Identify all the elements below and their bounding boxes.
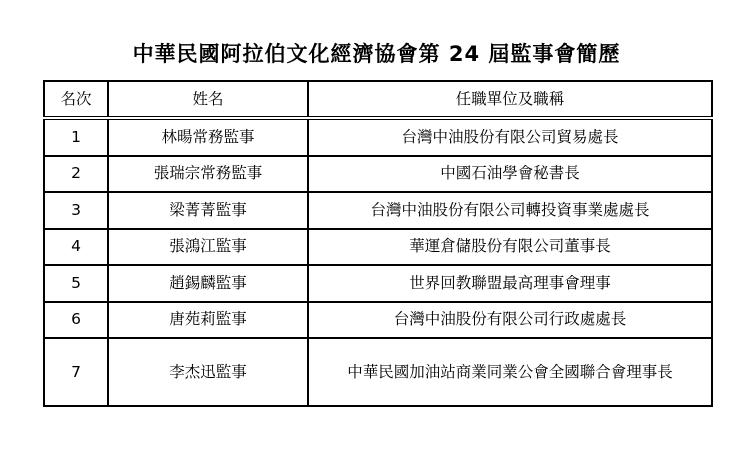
cell-name: 林暘常務監事 xyxy=(108,118,308,156)
cell-rank: 6 xyxy=(44,302,108,339)
cell-name: 唐苑莉監事 xyxy=(108,302,308,339)
header-rank: 名次 xyxy=(44,81,108,118)
table-row xyxy=(44,156,712,193)
cell-name: 張鴻江監事 xyxy=(108,229,308,266)
table-row xyxy=(44,118,712,156)
cell-position: 台灣中油股份有限公司貿易處長 xyxy=(308,118,712,156)
table-row xyxy=(44,229,712,266)
cell-position: 台灣中油股份有限公司行政處處長 xyxy=(308,302,712,339)
cell-position: 台灣中油股份有限公司轉投資事業處處長 xyxy=(308,192,712,229)
cell-rank: 3 xyxy=(44,192,108,229)
cell-position: 中國石油學會秘書長 xyxy=(308,156,712,193)
cell-position: 中華民國加油站商業同業公會全國聯合會理事長 xyxy=(308,338,712,406)
cell-rank: 2 xyxy=(44,156,108,193)
table-row xyxy=(44,338,712,406)
cell-rank: 4 xyxy=(44,229,108,266)
cell-name: 張瑞宗常務監事 xyxy=(108,156,308,193)
header-position: 任職單位及職稱 xyxy=(308,81,712,118)
table-row xyxy=(44,192,712,229)
cell-name: 梁菁菁監事 xyxy=(108,192,308,229)
cell-rank: 5 xyxy=(44,265,108,302)
cell-name: 李杰迅監事 xyxy=(108,338,308,406)
table-header-row xyxy=(44,81,712,118)
cell-name: 趙錫麟監事 xyxy=(108,265,308,302)
page-title: 中華民國阿拉伯文化經濟協會第 24 屆監事會簡歷 xyxy=(132,42,621,66)
cell-rank: 7 xyxy=(44,338,108,406)
table-row xyxy=(44,265,712,302)
header-name: 姓名 xyxy=(108,81,308,118)
supervisors-table xyxy=(43,80,713,407)
cell-rank: 1 xyxy=(44,118,108,156)
cell-position: 世界回教聯盟最高理事會理事 xyxy=(308,265,712,302)
table-row xyxy=(44,302,712,339)
cell-position: 華運倉儲股份有限公司董事長 xyxy=(308,229,712,266)
